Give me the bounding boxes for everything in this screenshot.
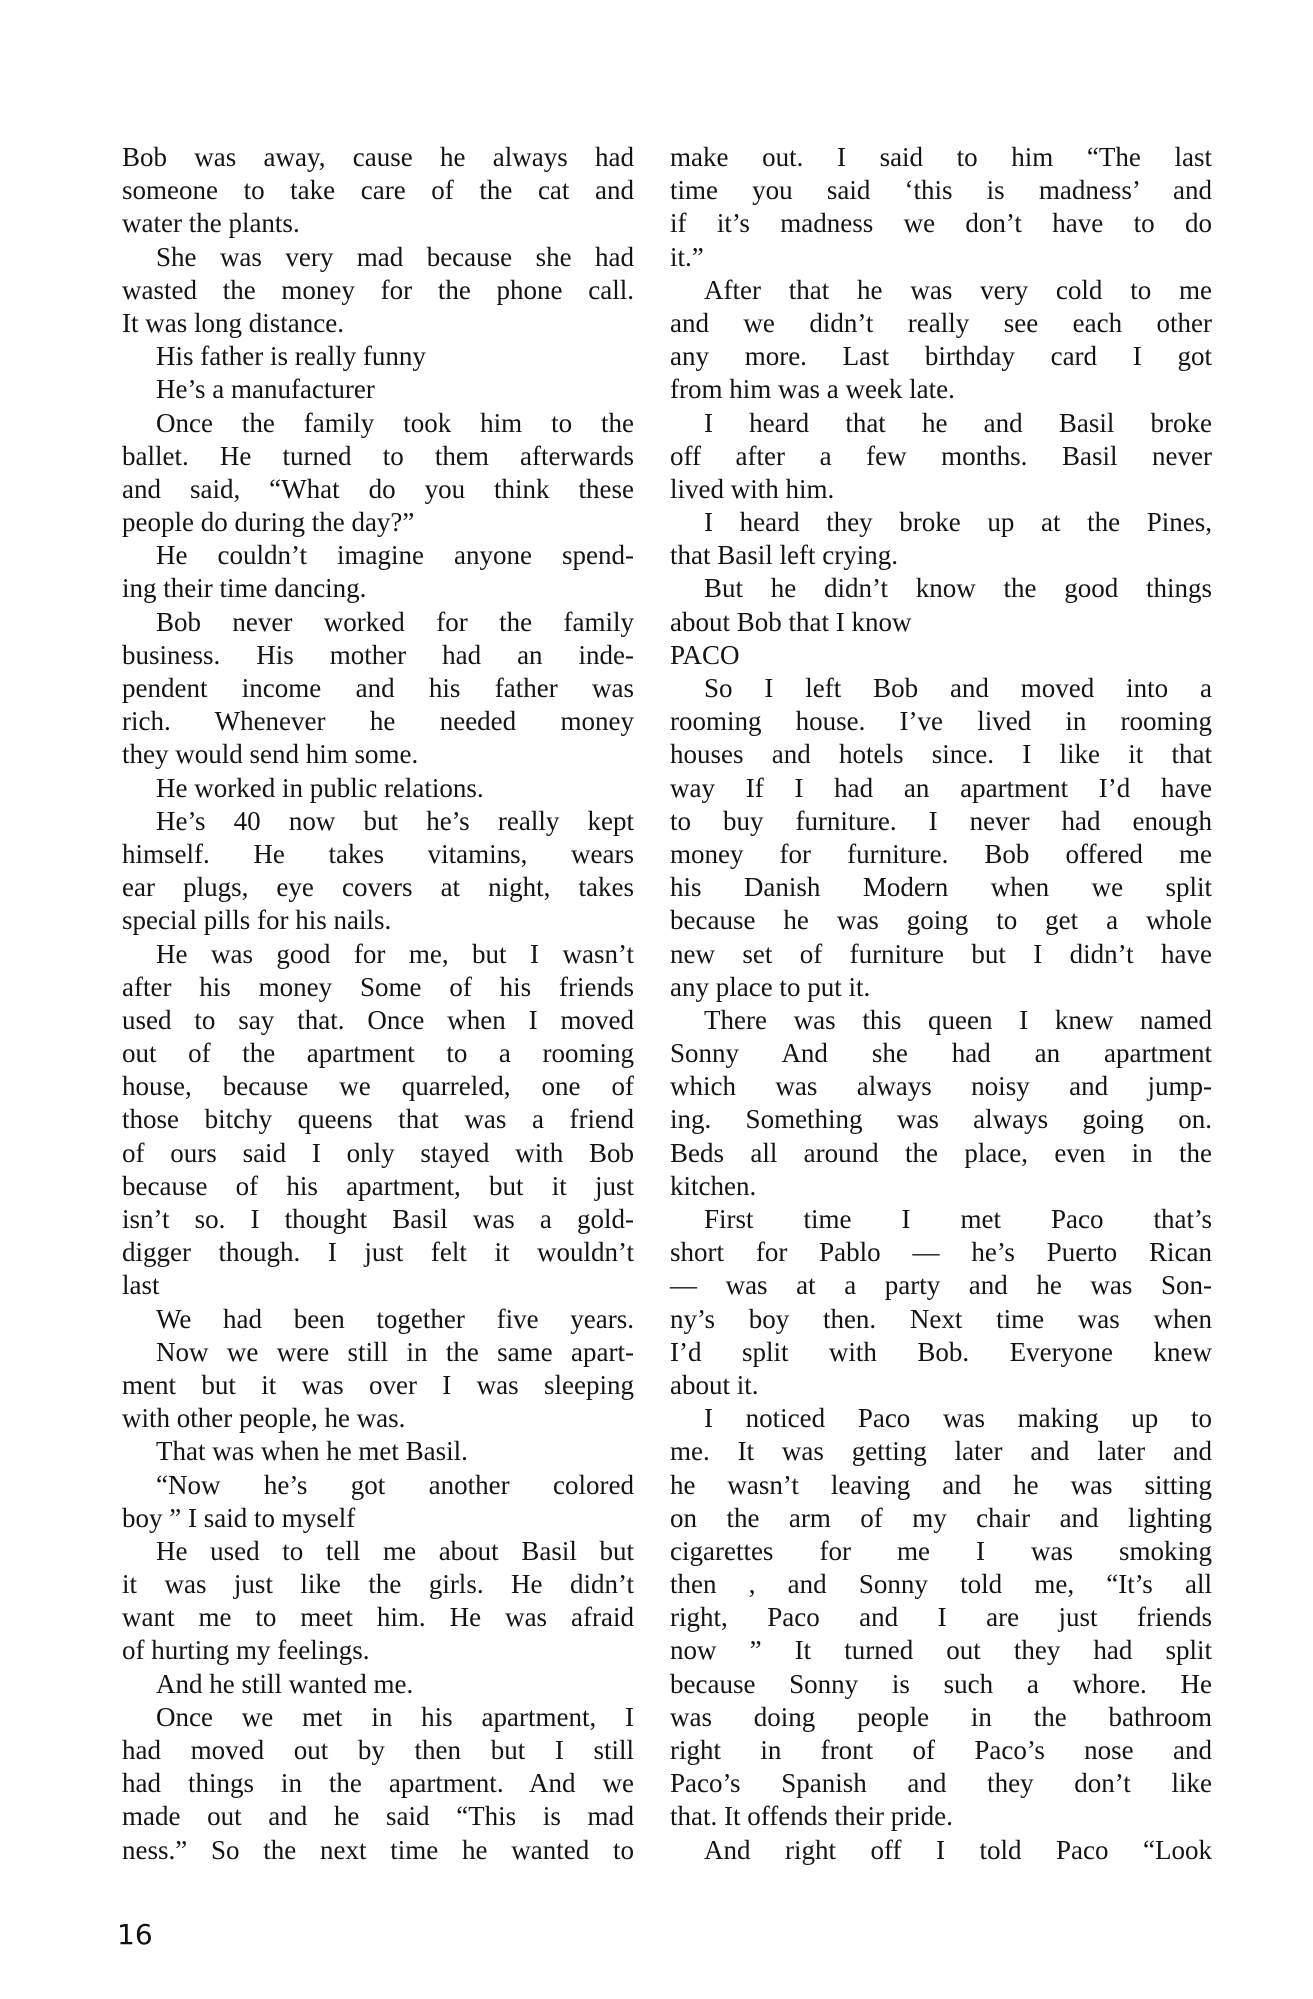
- text-line: Paco’s Spanish and they don’t like: [670, 1768, 1212, 1799]
- text-line: which was always noisy and jump-: [670, 1071, 1212, 1102]
- text-line: ment but it was over I was sleeping: [122, 1369, 634, 1400]
- text-line: of ours said I only stayed with Bob: [122, 1137, 634, 1168]
- text-line: ballet. He turned to them afterwards: [122, 440, 634, 471]
- text-line: made out and he said “This is mad: [122, 1801, 634, 1832]
- text-line: He used to tell me about Basil but: [156, 1535, 634, 1566]
- text-line: ing. Something was always going on.: [670, 1104, 1212, 1135]
- text-line: with other people, he was.: [122, 1403, 406, 1434]
- text-line: PACO: [670, 639, 740, 670]
- text-line: His father is really funny: [156, 341, 426, 372]
- text-line: about it.: [670, 1369, 759, 1400]
- text-line: that Basil left crying.: [670, 540, 898, 571]
- text-line: on the arm of my chair and lighting: [670, 1502, 1212, 1533]
- text-line: He was good for me, but I wasn’t: [156, 938, 634, 969]
- text-column-left: [122, 141, 634, 1867]
- text-line: After that he was very cold to me: [704, 274, 1212, 305]
- text-line: after his money Some of his friends: [122, 971, 634, 1002]
- text-line: because he was going to get a whole: [670, 905, 1212, 936]
- text-line: then , and Sonny told me, “It’s all: [670, 1569, 1212, 1600]
- text-line: lived with him.: [670, 473, 835, 504]
- text-line: rich. Whenever he needed money: [122, 706, 634, 737]
- text-line: because Sonny is such a whore. He: [670, 1668, 1212, 1699]
- text-line: And he still wanted me.: [156, 1668, 414, 1699]
- text-line: cigarettes for me I was smoking: [670, 1535, 1212, 1566]
- text-line: Bob was away, cause he always had: [122, 142, 634, 172]
- text-line: I’d split with Bob. Everyone knew: [670, 1336, 1212, 1367]
- text-line: kitchen.: [670, 1170, 757, 1201]
- text-line: time you said ‘this is madness’ and: [670, 175, 1212, 206]
- text-line: right in front of Paco’s nose and: [670, 1735, 1212, 1765]
- text-line: someone to take care of the cat and: [122, 175, 634, 206]
- text-line: make out. I said to him “The last: [670, 142, 1212, 172]
- text-line: was doing people in the bathroom: [670, 1701, 1212, 1732]
- text-line: and we didn’t really see each other: [670, 307, 1212, 338]
- text-line: from him was a week late.: [670, 374, 955, 405]
- text-line: about Bob that I know: [670, 606, 912, 637]
- text-line: Bob never worked for the family: [156, 606, 634, 637]
- text-line: money for furniture. Bob offered me: [670, 838, 1212, 869]
- text-line: We had been together five years.: [156, 1303, 634, 1334]
- text-line: last: [122, 1270, 160, 1301]
- text-line: And right off I told Paco “Look: [704, 1834, 1212, 1865]
- text-line: any more. Last birthday card I got: [670, 341, 1212, 372]
- text-line: out of the apartment to a rooming: [122, 1038, 634, 1069]
- text-line: it was just like the girls. He didn’t: [122, 1569, 634, 1600]
- text-line: He couldn’t imagine anyone spend-: [156, 540, 634, 571]
- text-line: business. His mother had an inde-: [122, 639, 634, 670]
- text-line: Sonny And she had an apartment: [670, 1038, 1212, 1069]
- text-line: had moved out by then but I still: [122, 1735, 634, 1765]
- text-line: right, Paco and I are just friends: [670, 1602, 1212, 1633]
- text-line: he wasn’t leaving and he was sitting: [670, 1469, 1212, 1500]
- text-line: water the plants.: [122, 208, 300, 239]
- text-line: it.”: [670, 241, 704, 272]
- text-line: of hurting my feelings.: [122, 1635, 370, 1666]
- text-line: Now we were still in the same apart-: [156, 1336, 634, 1367]
- text-line: ness.” So the next time he wanted to: [122, 1834, 634, 1865]
- text-line: they would send him some.: [122, 739, 419, 770]
- text-line: It was long distance.: [122, 307, 344, 338]
- page-number: 16: [117, 1918, 153, 1951]
- text-line: isn’t so. I thought Basil was a gold-: [122, 1204, 634, 1234]
- text-line: He worked in public relations.: [156, 772, 484, 803]
- text-line: if it’s madness we don’t have to do: [670, 208, 1212, 239]
- text-line: now ” It turned out they had split: [670, 1635, 1212, 1666]
- text-line: want me to meet him. He was afraid: [122, 1602, 634, 1633]
- text-line: There was this queen I knew named: [704, 1004, 1212, 1035]
- text-line: — was at a party and he was Son-: [670, 1270, 1212, 1301]
- text-line: any place to put it.: [670, 971, 871, 1002]
- text-line: She was very mad because she had: [156, 241, 634, 272]
- text-line: Once we met in his apartment, I: [156, 1701, 634, 1732]
- text-line: to buy furniture. I never had enough: [670, 805, 1212, 836]
- text-line: rooming house. I’ve lived in rooming: [670, 706, 1212, 737]
- text-line: and said, “What do you think these: [122, 473, 634, 504]
- text-line: So I left Bob and moved into a: [704, 673, 1212, 703]
- text-line: me. It was getting later and later and: [670, 1436, 1212, 1467]
- text-line: He’s 40 now but he’s really kept: [156, 805, 634, 836]
- text-line: short for Pablo — he’s Puerto Rican: [670, 1237, 1212, 1268]
- text-line: because of his apartment, but it just: [122, 1170, 634, 1201]
- text-line: new set of furniture but I didn’t have: [670, 938, 1212, 969]
- text-line: himself. He takes vitamins, wears: [122, 838, 634, 869]
- text-line: I noticed Paco was making up to: [704, 1403, 1212, 1434]
- text-line: that. It offends their pride.: [670, 1801, 953, 1832]
- text-column-right: [670, 141, 1212, 1867]
- text-line: First time I met Paco that’s: [704, 1204, 1212, 1234]
- text-line: those bitchy queens that was a friend: [122, 1104, 634, 1135]
- text-line: ing their time dancing.: [122, 573, 367, 604]
- text-line: He’s a manufacturer: [156, 374, 375, 405]
- text-line: ny’s boy then. Next time was when: [670, 1303, 1212, 1334]
- text-line: his Danish Modern when we split: [670, 872, 1212, 903]
- text-line: That was when he met Basil.: [156, 1436, 468, 1467]
- text-line: I heard they broke up at the Pines,: [704, 507, 1212, 538]
- text-line: wasted the money for the phone call.: [122, 274, 634, 305]
- text-line: Beds all around the place, even in the: [670, 1137, 1212, 1168]
- text-line: boy ” I said to myself: [122, 1502, 356, 1533]
- text-line: Once the family took him to the: [156, 407, 634, 438]
- text-line: pendent income and his father was: [122, 673, 634, 703]
- text-line: off after a few months. Basil never: [670, 440, 1212, 471]
- text-line: houses and hotels since. I like it that: [670, 739, 1212, 770]
- text-line: ear plugs, eye covers at night, takes: [122, 872, 634, 903]
- text-line: But he didn’t know the good things: [704, 573, 1212, 604]
- text-line: “Now he’s got another colored: [156, 1469, 634, 1500]
- text-line: I heard that he and Basil broke: [704, 407, 1212, 438]
- text-line: special pills for his nails.: [122, 905, 392, 936]
- text-line: digger though. I just felt it wouldn’t: [122, 1237, 634, 1268]
- text-line: had things in the apartment. And we: [122, 1768, 634, 1799]
- text-line: people do during the day?”: [122, 507, 415, 538]
- text-line: used to say that. Once when I moved: [122, 1004, 634, 1035]
- text-line: way If I had an apartment I’d have: [670, 772, 1212, 803]
- text-line: house, because we quarreled, one of: [122, 1071, 634, 1102]
